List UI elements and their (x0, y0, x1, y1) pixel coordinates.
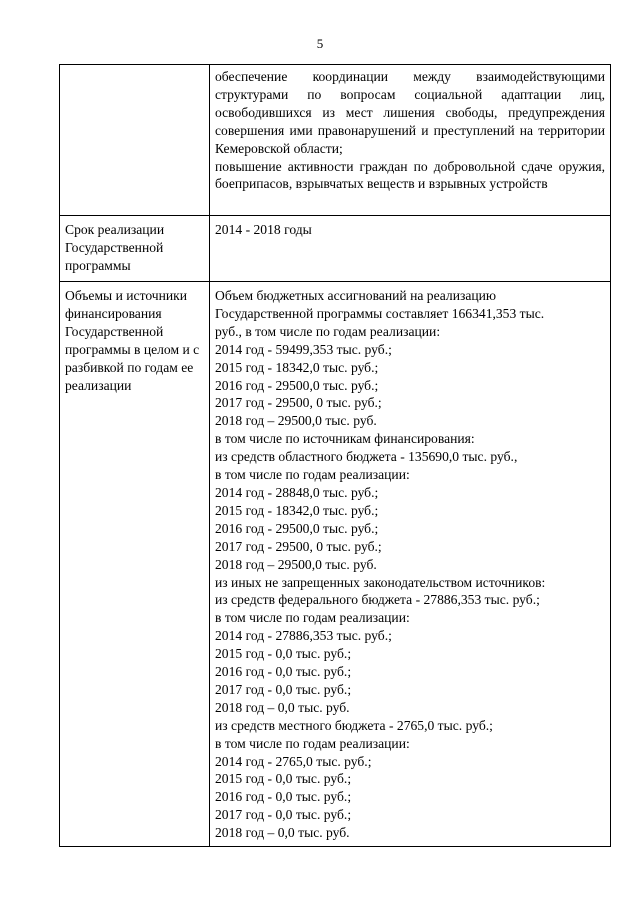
funding-line: 2017 год - 0,0 тыс. руб.; (215, 807, 352, 823)
funding-line: Объем бюджетных ассигнований на реализацию (215, 288, 497, 303)
page-number: 5 (316, 36, 324, 51)
row-label: Объемы и источники финансирования Государственной программы в целом и с разбивкой по годам ее реализации (60, 282, 210, 847)
funding-line: в том числе по источникам финансирования: (215, 431, 475, 447)
row-content (210, 282, 611, 847)
funding-line: 2018 год – 29500,0 тыс. руб. (215, 556, 377, 572)
funding-line: 2014 год - 28848,0 тыс. руб.; (215, 484, 379, 500)
funding-line: 2016 год - 0,0 тыс. руб.; (215, 789, 352, 805)
funding-line: 2017 год - 29500, 0 тыс. руб.; (215, 538, 382, 554)
funding-line: в том числе по годам реализации: (215, 735, 410, 751)
row-content (210, 65, 611, 216)
table-row-goals-continued (60, 65, 611, 216)
funding-line: 2015 год - 0,0 тыс. руб.; (215, 646, 352, 662)
row-label: Срок реализации Государственной программы (60, 216, 210, 282)
funding-line: руб., в том числе по годам реализации: (215, 323, 441, 339)
funding-line: 2016 год - 29500,0 тыс. руб.; (215, 377, 379, 393)
content-line: 2014 - 2018 годы (215, 222, 312, 237)
row-content (210, 216, 611, 282)
funding-line: 2014 год - 59499,353 тыс. руб.; (215, 341, 392, 357)
funding-line: 2018 год – 29500,0 тыс. руб. (215, 413, 377, 429)
funding-line: 2015 год - 18342,0 тыс. руб.; (215, 359, 379, 375)
content-paragraph: обеспечение координации между взаимодействующими структурами по вопросам социальной адаптации лиц, освободившихся из мест лишения свободы, предупреждения совершения ими правонарушений и преступлений на территории Кемеровской области; (215, 69, 605, 156)
funding-line: в том числе по годам реализации: (215, 610, 410, 626)
funding-line: 2016 год - 29500,0 тыс. руб.; (215, 520, 379, 536)
funding-line: Государственной программы составляет 166341,353 тыс. (215, 305, 545, 321)
funding-line: 2014 год - 2765,0 тыс. руб.; (215, 753, 372, 769)
funding-line: из иных не запрещенных законодательством источников: (215, 574, 546, 590)
funding-line: 2015 год - 18342,0 тыс. руб.; (215, 502, 379, 518)
table-row-period (60, 216, 611, 282)
funding-line: из средств областного бюджета - 135690,0 тыс. руб., (215, 449, 518, 465)
content-paragraph: повышение активности граждан по добровольной сдаче оружия, боеприпасов, взрывчатых веществ и взрывных устройств (215, 158, 605, 192)
funding-line: из средств федерального бюджета - 27886,353 тыс. руб.; (215, 592, 540, 608)
funding-line: 2018 год – 0,0 тыс. руб. (215, 699, 350, 715)
funding-line: 2016 год - 0,0 тыс. руб.; (215, 664, 352, 680)
funding-line: 2018 год – 0,0 тыс. руб. (215, 825, 350, 841)
program-passport-table (59, 64, 611, 847)
funding-line: 2014 год - 27886,353 тыс. руб.; (215, 628, 392, 644)
funding-line: 2015 год - 0,0 тыс. руб.; (215, 771, 352, 787)
funding-line: 2017 год - 29500, 0 тыс. руб.; (215, 395, 382, 411)
row-label (60, 65, 210, 216)
funding-line: в том числе по годам реализации: (215, 467, 410, 483)
table-row-funding (60, 282, 611, 847)
funding-line: 2017 год - 0,0 тыс. руб.; (215, 681, 352, 697)
funding-line: из средств местного бюджета - 2765,0 тыс. руб.; (215, 717, 493, 733)
